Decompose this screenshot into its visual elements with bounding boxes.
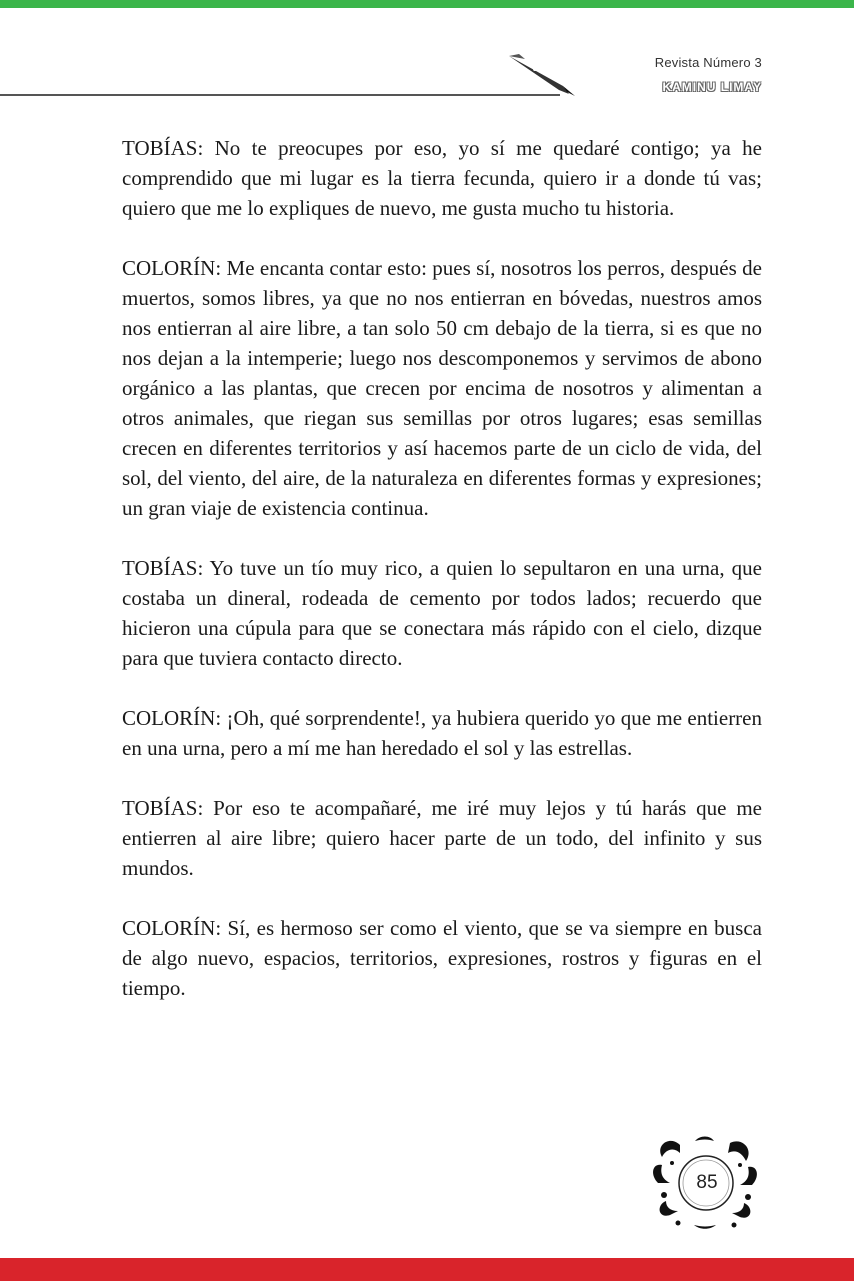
dialogue-paragraph <box>122 553 762 673</box>
speaker-name: COLORÍN <box>122 706 216 730</box>
dialogue-paragraph <box>122 703 762 763</box>
speaker-name: TOBÍAS <box>122 556 198 580</box>
dialogue-line: : Me encanta contar esto: pues sí, nosotros los perros, después de muertos, somos libres, ya que no nos entierran en bóvedas, nuestros amos nos entierran al aire libre, a tan solo 50 cm debajo de la tierra, si es que no nos dejan a la intemperie; luego nos descomponemos y servimos de abono orgánico a las plantas, que crecen por encima de nosotros y alimentan a otros animales, que riegan sus semillas por otros lugares; esas semillas crecen en diferentes territorios y así hacemos parte de un ciclo de vida, del sol, del viento, del aire, de la naturaleza en diferentes formas y expresiones; un gran viaje de existencia continua. <box>122 256 762 520</box>
top-green-bar <box>0 0 854 8</box>
dialogue-paragraph <box>122 133 762 223</box>
speaker-name: COLORÍN <box>122 256 216 280</box>
bottom-red-bar <box>0 1258 854 1281</box>
dialogue-line: : Yo tuve un tío muy rico, a quien lo sepultaron en una urna, que costaba un dineral, rodeada de cemento por todos lados; recuerdo que hicieron una cúpula para que se conectara más rápido con el cielo, dizque para que tuviera contacto directo. <box>122 556 762 670</box>
dialogue-paragraph <box>122 793 762 883</box>
speaker-name: COLORÍN <box>122 916 216 940</box>
dialogue-text <box>122 133 762 1003</box>
fountain-pen-icon <box>505 50 585 100</box>
dialogue-line: : ¡Oh, qué sorprendente!, ya hubiera querido yo que me entierren en una urna, pero a mí me han heredado el sol y las estrellas. <box>122 706 762 760</box>
dialogue-paragraph <box>122 253 762 523</box>
page-number: 85 <box>696 1172 718 1193</box>
dialogue-line: : Sí, es hermoso ser como el viento, que se va siempre en busca de algo nuevo, espacios, territorios, expresiones, rostros y figuras en el tiempo. <box>122 916 762 1000</box>
dialogue-line: : No te preocupes por eso, yo sí me quedaré contigo; ya he comprendido que mi lugar es la tierra fecunda, quiero ir a donde tú vas; quiero que me lo expliques de nuevo, me gusta mucho tu historia. <box>122 136 762 220</box>
header-rule <box>0 94 560 96</box>
speaker-name: TOBÍAS <box>122 796 198 820</box>
magazine-name: KAMINU LIMAY <box>662 80 762 94</box>
speaker-name: TOBÍAS <box>122 136 198 160</box>
magazine-issue: Revista Número 3 <box>654 55 762 70</box>
dialogue-paragraph <box>122 913 762 1003</box>
dialogue-line: : Por eso te acompañaré, me iré muy lejos y tú harás que me entierren al aire libre; quiero hacer parte de un todo, del infinito y sus mundos. <box>122 796 762 880</box>
